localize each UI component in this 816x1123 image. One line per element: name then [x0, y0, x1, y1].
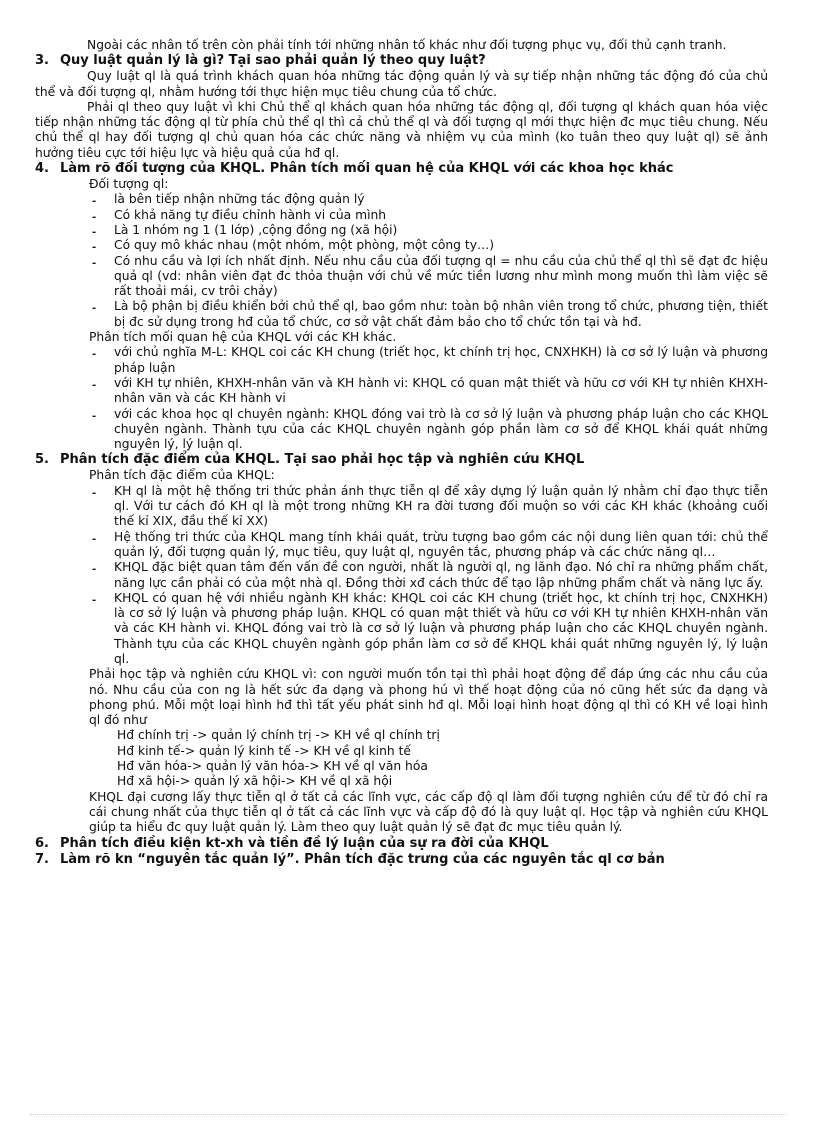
intro-paragraph: Ngoài các nhân tố trên còn phải tính tới những nhân tố khác như đối tượng phục vụ, đối thủ cạnh tranh.	[87, 38, 727, 52]
heading-q6	[35, 836, 768, 852]
q3-paragraph-1: Quy luật ql là quá trình khách quan hóa những tác động quản lý và sự tiếp nhận những tác động đó của chủ thể và đối tượng ql, nhằm hướng tới thực hiện mục tiêu chung của tổ chức.	[35, 69, 768, 99]
heading-number: 6.	[35, 835, 49, 851]
q4-list-quan-he	[35, 345, 768, 452]
q4-label-doi-tuong: Đối tượng ql:	[89, 177, 169, 192]
list-item: - Có khả năng tự điều chỉnh hành vi của mình	[89, 208, 768, 223]
q5-list-dac-diem	[35, 484, 768, 668]
list-item: - là bên tiếp nhận những tác động quản lý	[89, 192, 768, 207]
q5-sub-line: Hđ xã hội-> quản lý xã hội-> KH về ql xã hội	[117, 774, 393, 789]
list-item: - Có quy mô khác nhau (một nhóm, một phòng, một công ty…)	[89, 238, 768, 253]
heading-number: 7.	[35, 851, 49, 867]
heading-number: 4.	[35, 161, 49, 177]
list-item: - Hệ thống tri thức của KHQL mang tính khái quát, trừu tượng bao gồm các nội dung liên quan tới: chủ thể quản lý, đối tượng quản lý, mục tiêu, quy luật ql, nguyên tắc, phương pháp và các chức năng ql…	[89, 530, 768, 561]
q5-sub-line: Hđ văn hóa-> quản lý văn hóa-> KH về ql văn hóa	[117, 759, 428, 774]
page-bottom-divider	[30, 1114, 786, 1115]
heading-text: Phân tích điều kiện kt-xh và tiền đề lý luận của sự ra đời của KHQL	[60, 835, 549, 851]
q5-label-dac-diem: Phân tích đặc điểm của KHQL:	[89, 468, 275, 483]
heading-text: Phân tích đặc điểm của KHQL. Tại sao phải học tập và nghiên cứu KHQL	[60, 452, 585, 468]
q4-label-quan-he: Phân tích mối quan hệ của KHQL với các KH khác.	[89, 330, 397, 345]
heading-q3	[35, 53, 768, 69]
q5-sub-line: Hđ chính trị -> quản lý chính trị -> KH về ql chính trị	[117, 728, 440, 743]
q5-paragraph-1: Phải học tập và nghiên cứu KHQL vì: con người muốn tồn tại thì phải hoạt động để đáp ứng các nhu cầu của nó. Nhu cầu của con ng là hết sức đa dạng và phong hú vì thế hoạt động của nó cũng hết sức đa dạng và phong phú. Mỗi một loại hình hđ thì tất yếu phát sinh hđ ql. Mỗi loại hình hoạt động ql thì có KH về loại hình ql đó như	[89, 667, 768, 728]
heading-text: Làm rõ kn “nguyên tắc quản lý”. Phân tích đặc trưng của các nguyên tắc ql cơ bản	[60, 851, 665, 867]
heading-text: Làm rõ đối tượng của KHQL. Phân tích mối quan hệ của KHQL với các khoa học khác	[60, 161, 674, 177]
heading-number: 5.	[35, 452, 49, 468]
q5-paragraph-2: KHQL đại cương lấy thực tiễn ql ở tất cả các lĩnh vực, các cấp độ ql làm đối tượng nghiên cứu để từ đó chỉ ra cái chung nhất của thực tiễn ql ở tất cả các lĩnh vực và cấp độ đó là quy luật ql. Học tập và nghiên cứu KHQL giúp ta hiểu đc quy luật quản lý. Làm theo quy luật quản lý sẽ đạt đc mục tiêu quản lý.	[89, 789, 768, 835]
heading-number: 3.	[35, 53, 49, 69]
q3-paragraph-2: Phải ql theo quy luật vì khi Chủ thể ql khách quan hóa những tác động ql, đối tượng ql khách quan hóa việc tiếp nhận những tác động ql từ phía chủ thể ql thì cả chủ thể ql và đối tượng ql mới thực hiện đc mục tiêu chung. Nếu chủ thể ql hay đối tượng ql chủ quan hóa các chức năng và nhiệm vụ của mình (ko tuân theo quy luật ql) sẽ ảnh hưởng tiêu cực tới hiệu lực và hiệu quả của hđ ql.	[35, 99, 768, 160]
list-item: - với KH tự nhiên, KHXH-nhân văn và KH hành vi: KHQL có quan mật thiết và hữu cơ với KH tự nhiên KHXH-nhân văn và các KH hành vi	[89, 376, 768, 407]
list-item: - KH ql là một hệ thống tri thức phản ánh thực tiễn ql để xây dựng lý luận quản lý nhằm chỉ đạo thực tiễn ql. Với tư cách đó KH ql là một trong những KH ra đời tương đối muộn so với các KH khác (khoảng cuối thế kỉ XIX, đầu thế kỉ XX)	[89, 484, 768, 530]
heading-text: Quy luật quản lý là gì? Tại sao phải quản lý theo quy luật?	[60, 53, 486, 69]
list-item: - Có nhu cầu và lợi ích nhất định. Nếu nhu cầu của đối tượng ql = nhu cầu của chủ thể ql thì sẽ đạt đc hiệu quả ql (vd: nhân viên đạt đc thỏa thuận với chủ về mức tiền lương như mình mong muốn thì làm việc sẽ rất thoải mái, cv trôi chảy)	[89, 254, 768, 300]
list-item: - KHQL đặc biệt quan tâm đến vấn đề con người, nhất là người ql, ng lãnh đạo. Nó chỉ ra những phẩm chất, năng lực cần phải có của một nhà ql. Đồng thời xđ cách thức để tạo lập những phẩm chất và năng lực ấy.	[89, 560, 768, 591]
document-page	[35, 38, 768, 868]
list-item: - với chủ nghĩa M-L: KHQL coi các KH chung (triết học, kt chính trị học, CNXHKH) là cơ sở lý luận và phương pháp luận	[89, 345, 768, 376]
list-item: - với các khoa học ql chuyên ngành: KHQL đóng vai trò là cơ sở lý luận và phương pháp luận cho các KHQL chuyên ngành. Thành tựu của các KHQL chuyên ngành góp phần làm cơ sở để KHQL khái quát những nguyên lý, lý luận ql.	[89, 407, 768, 453]
q4-list-doi-tuong	[35, 192, 768, 330]
heading-q7	[35, 852, 768, 868]
list-item: - Là 1 nhóm ng 1 (1 lớp) ,cộng đồng ng (xã hội)	[89, 223, 768, 238]
heading-q5	[35, 452, 768, 468]
list-item: - Là bộ phận bị điều khiển bởi chủ thể ql, bao gồm như: toàn bộ nhân viên trong tổ chức, phương tiện, thiết bị đc sử dụng trong hđ của tổ chức, cơ sở vật chất đảm bảo cho tổ chức tồn tại và hđ.	[89, 299, 768, 330]
list-item: - KHQL có quan hệ với nhiều ngành KH khác: KHQL coi các KH chung (triết học, kt chính trị học, CNXHKH) là cơ sở lý luận và phương pháp luận. KHQL có quan mật thiết và hữu cơ với KH tự nhiên KHXH-nhân văn và các KH hành vi. KHQL đóng vai trò là cơ sở lý luận và phương pháp luận cho các KHQL chuyên ngành. Thành tựu của các KHQL chuyên ngành góp phần làm cơ sở để KHQL khái quát những nguyên lý, lý luận ql.	[89, 591, 768, 667]
q5-sub-line: Hđ kinh tế-> quản lý kinh tế -> KH về ql kinh tế	[117, 743, 411, 758]
heading-q4	[35, 161, 768, 177]
